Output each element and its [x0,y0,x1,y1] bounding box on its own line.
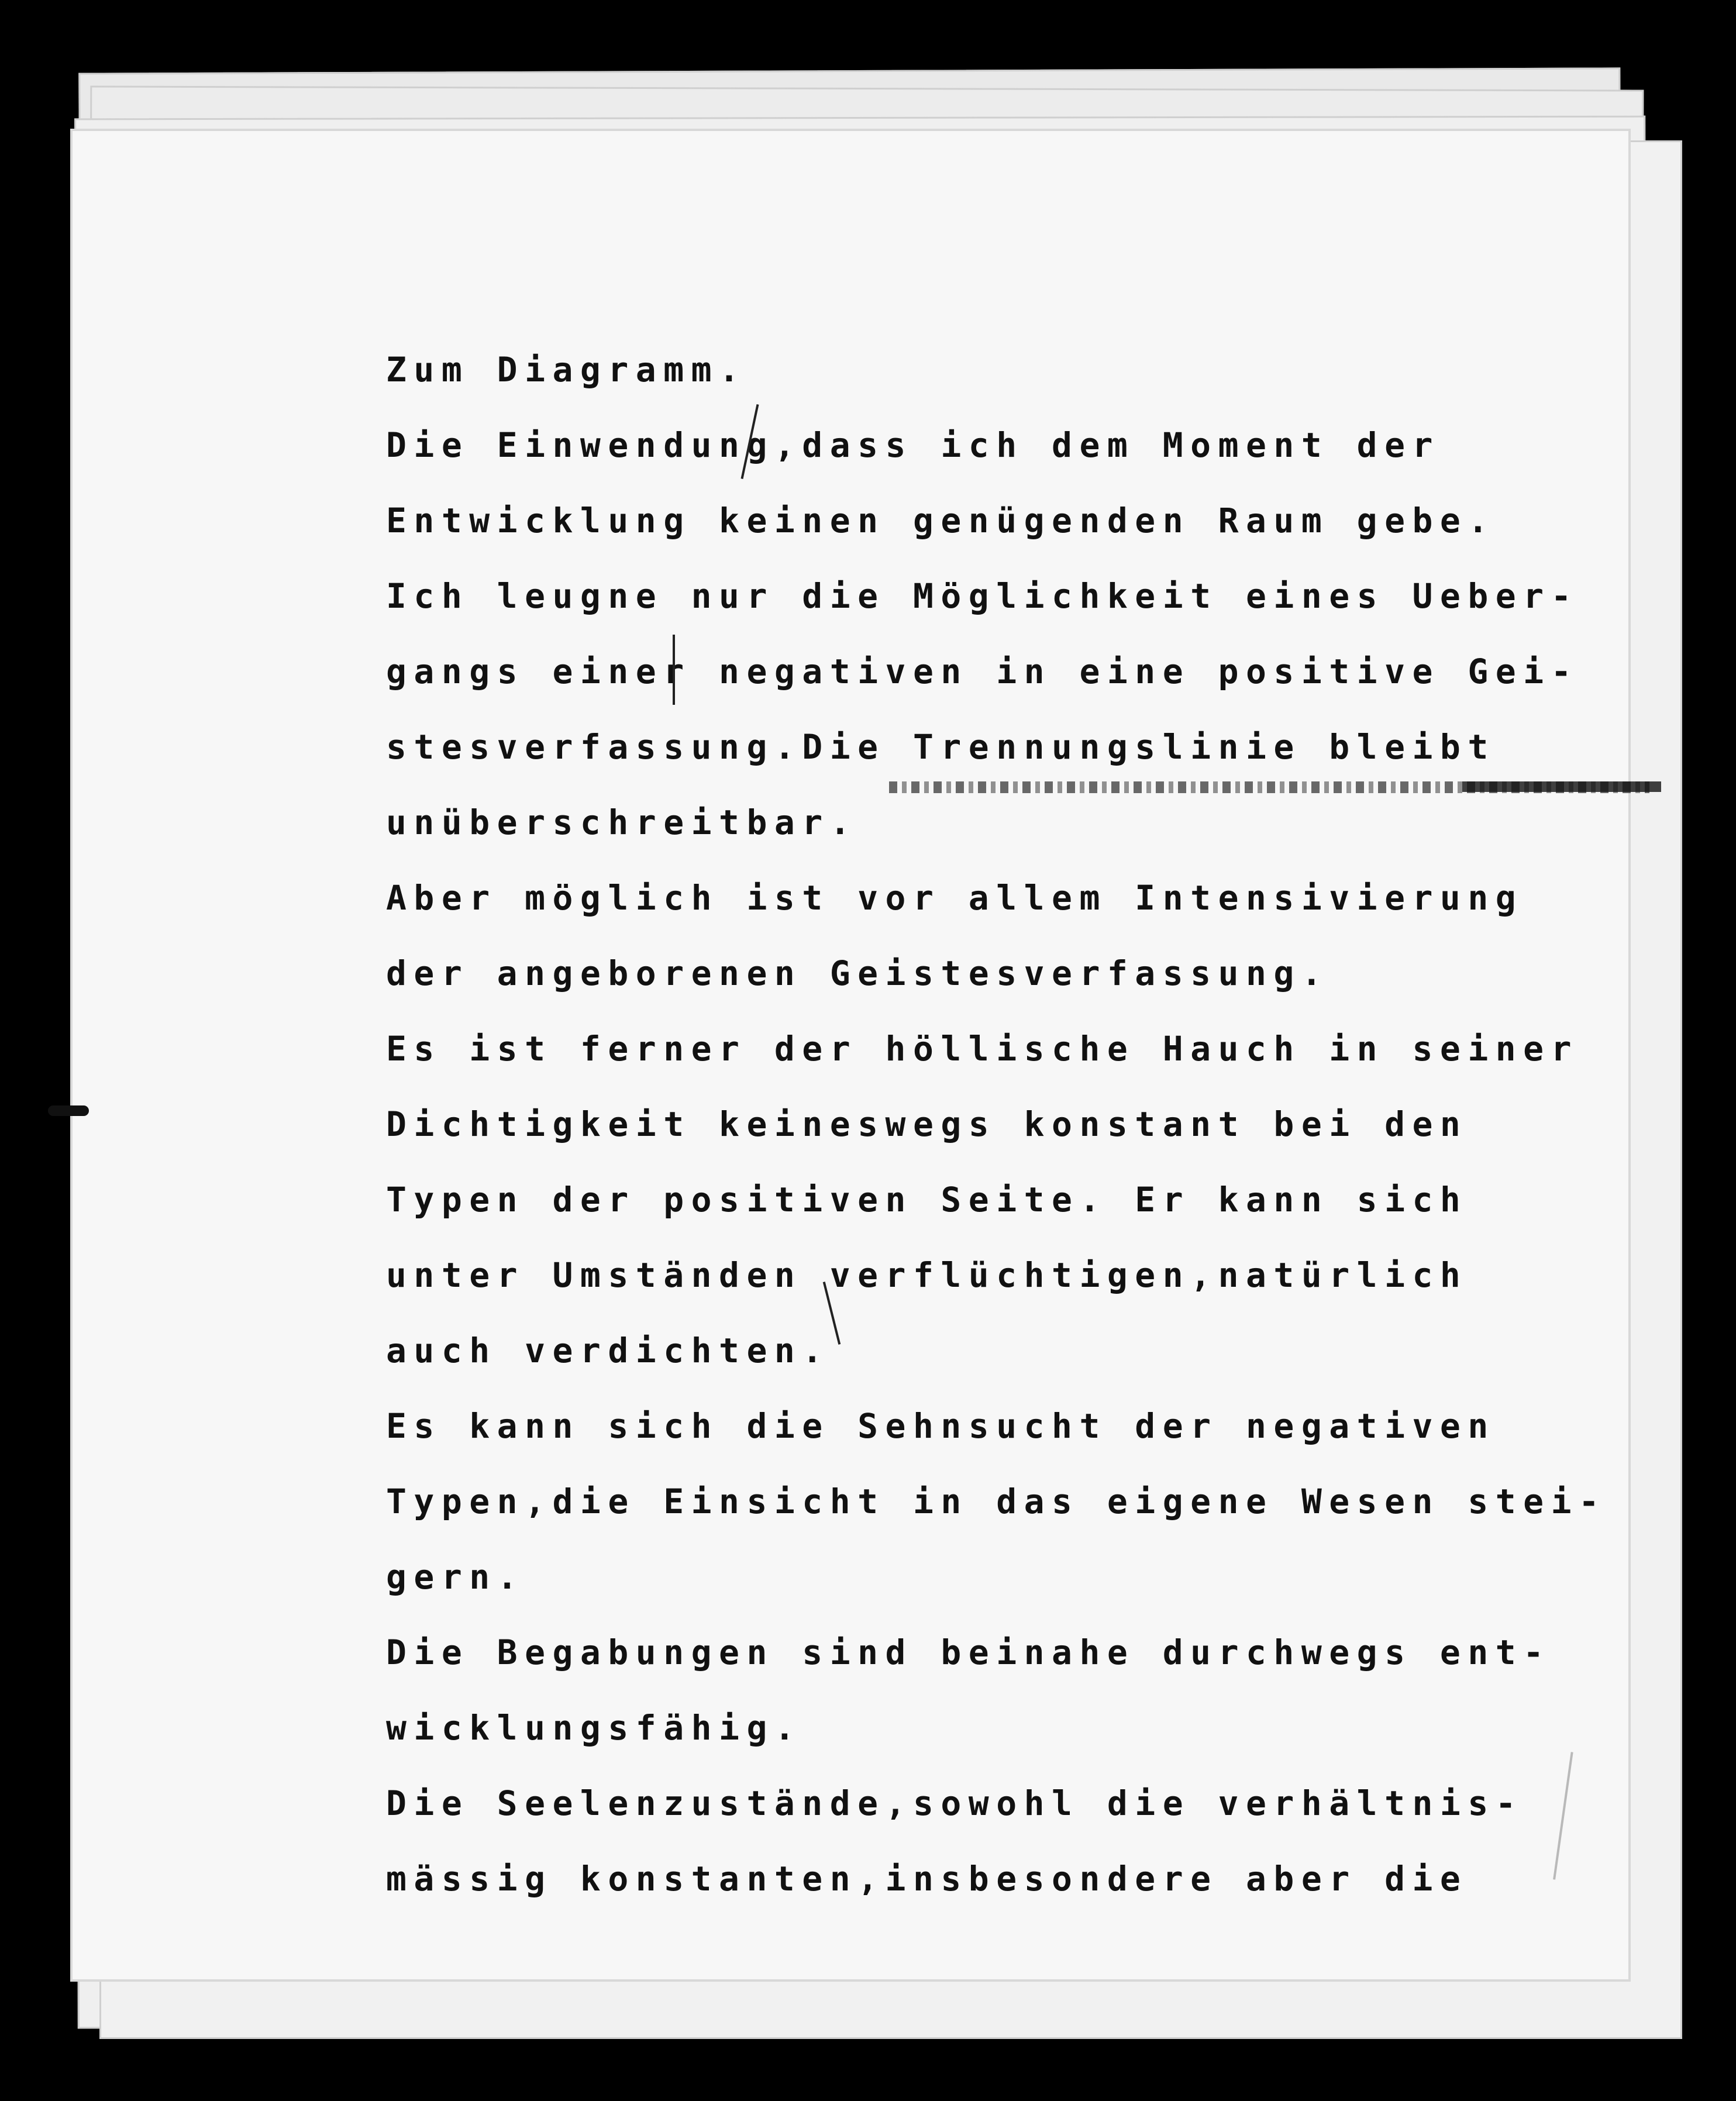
text-line: Typen,die Einsicht in das eigene Wesen stei- [386,1482,1607,1521]
text-line: unüberschreitbar. [386,802,858,842]
text-line: Ich leugne nur die Möglichkeit eines Ueber- [386,576,1579,616]
text-line: Dichtigkeit keineswegs konstant bei den [386,1104,1468,1144]
text-line: Zum Diagramm. [386,350,747,390]
text-line: der angeborenen Geistesverfassung. [386,953,1329,993]
text-line: Die Einwendung,dass ich dem Moment der [386,425,1440,465]
text-line: Die Begabungen sind beinahe durchwegs ent- [386,1632,1551,1672]
text-line: unter Umständen verflüchtigen,natürlich [386,1255,1468,1295]
text-line: Die Seelenzustände,sowohl die verhältnis- [386,1783,1524,1823]
text-line: wicklungsfähig. [386,1708,802,1748]
pencil-stroke [673,635,675,705]
text-line: mässig konstanten,insbesondere aber die [386,1859,1468,1899]
text-line: Entwicklung keinen genügenden Raum gebe. [386,501,1496,540]
text-line: gern. [386,1557,525,1597]
text-line: stesverfassung.Die Trennungslinie bleibt [386,727,1496,767]
text-line: Es ist ferner der höllische Hauch in seiner [386,1029,1579,1069]
binding-clip [48,1105,89,1116]
text-line: Es kann sich die Sehnsucht der negativen [386,1406,1496,1446]
text-line: auch verdichten. [386,1331,830,1370]
typed-text [386,332,1607,1917]
text-line: Typen der positiven Seite. Er kann sich [386,1180,1468,1220]
text-line: gangs einer negativen in eine positive Gei- [386,652,1579,691]
ink-streak [1462,781,1661,792]
text-line: Aber möglich ist vor allem Intensivierung [386,878,1524,918]
